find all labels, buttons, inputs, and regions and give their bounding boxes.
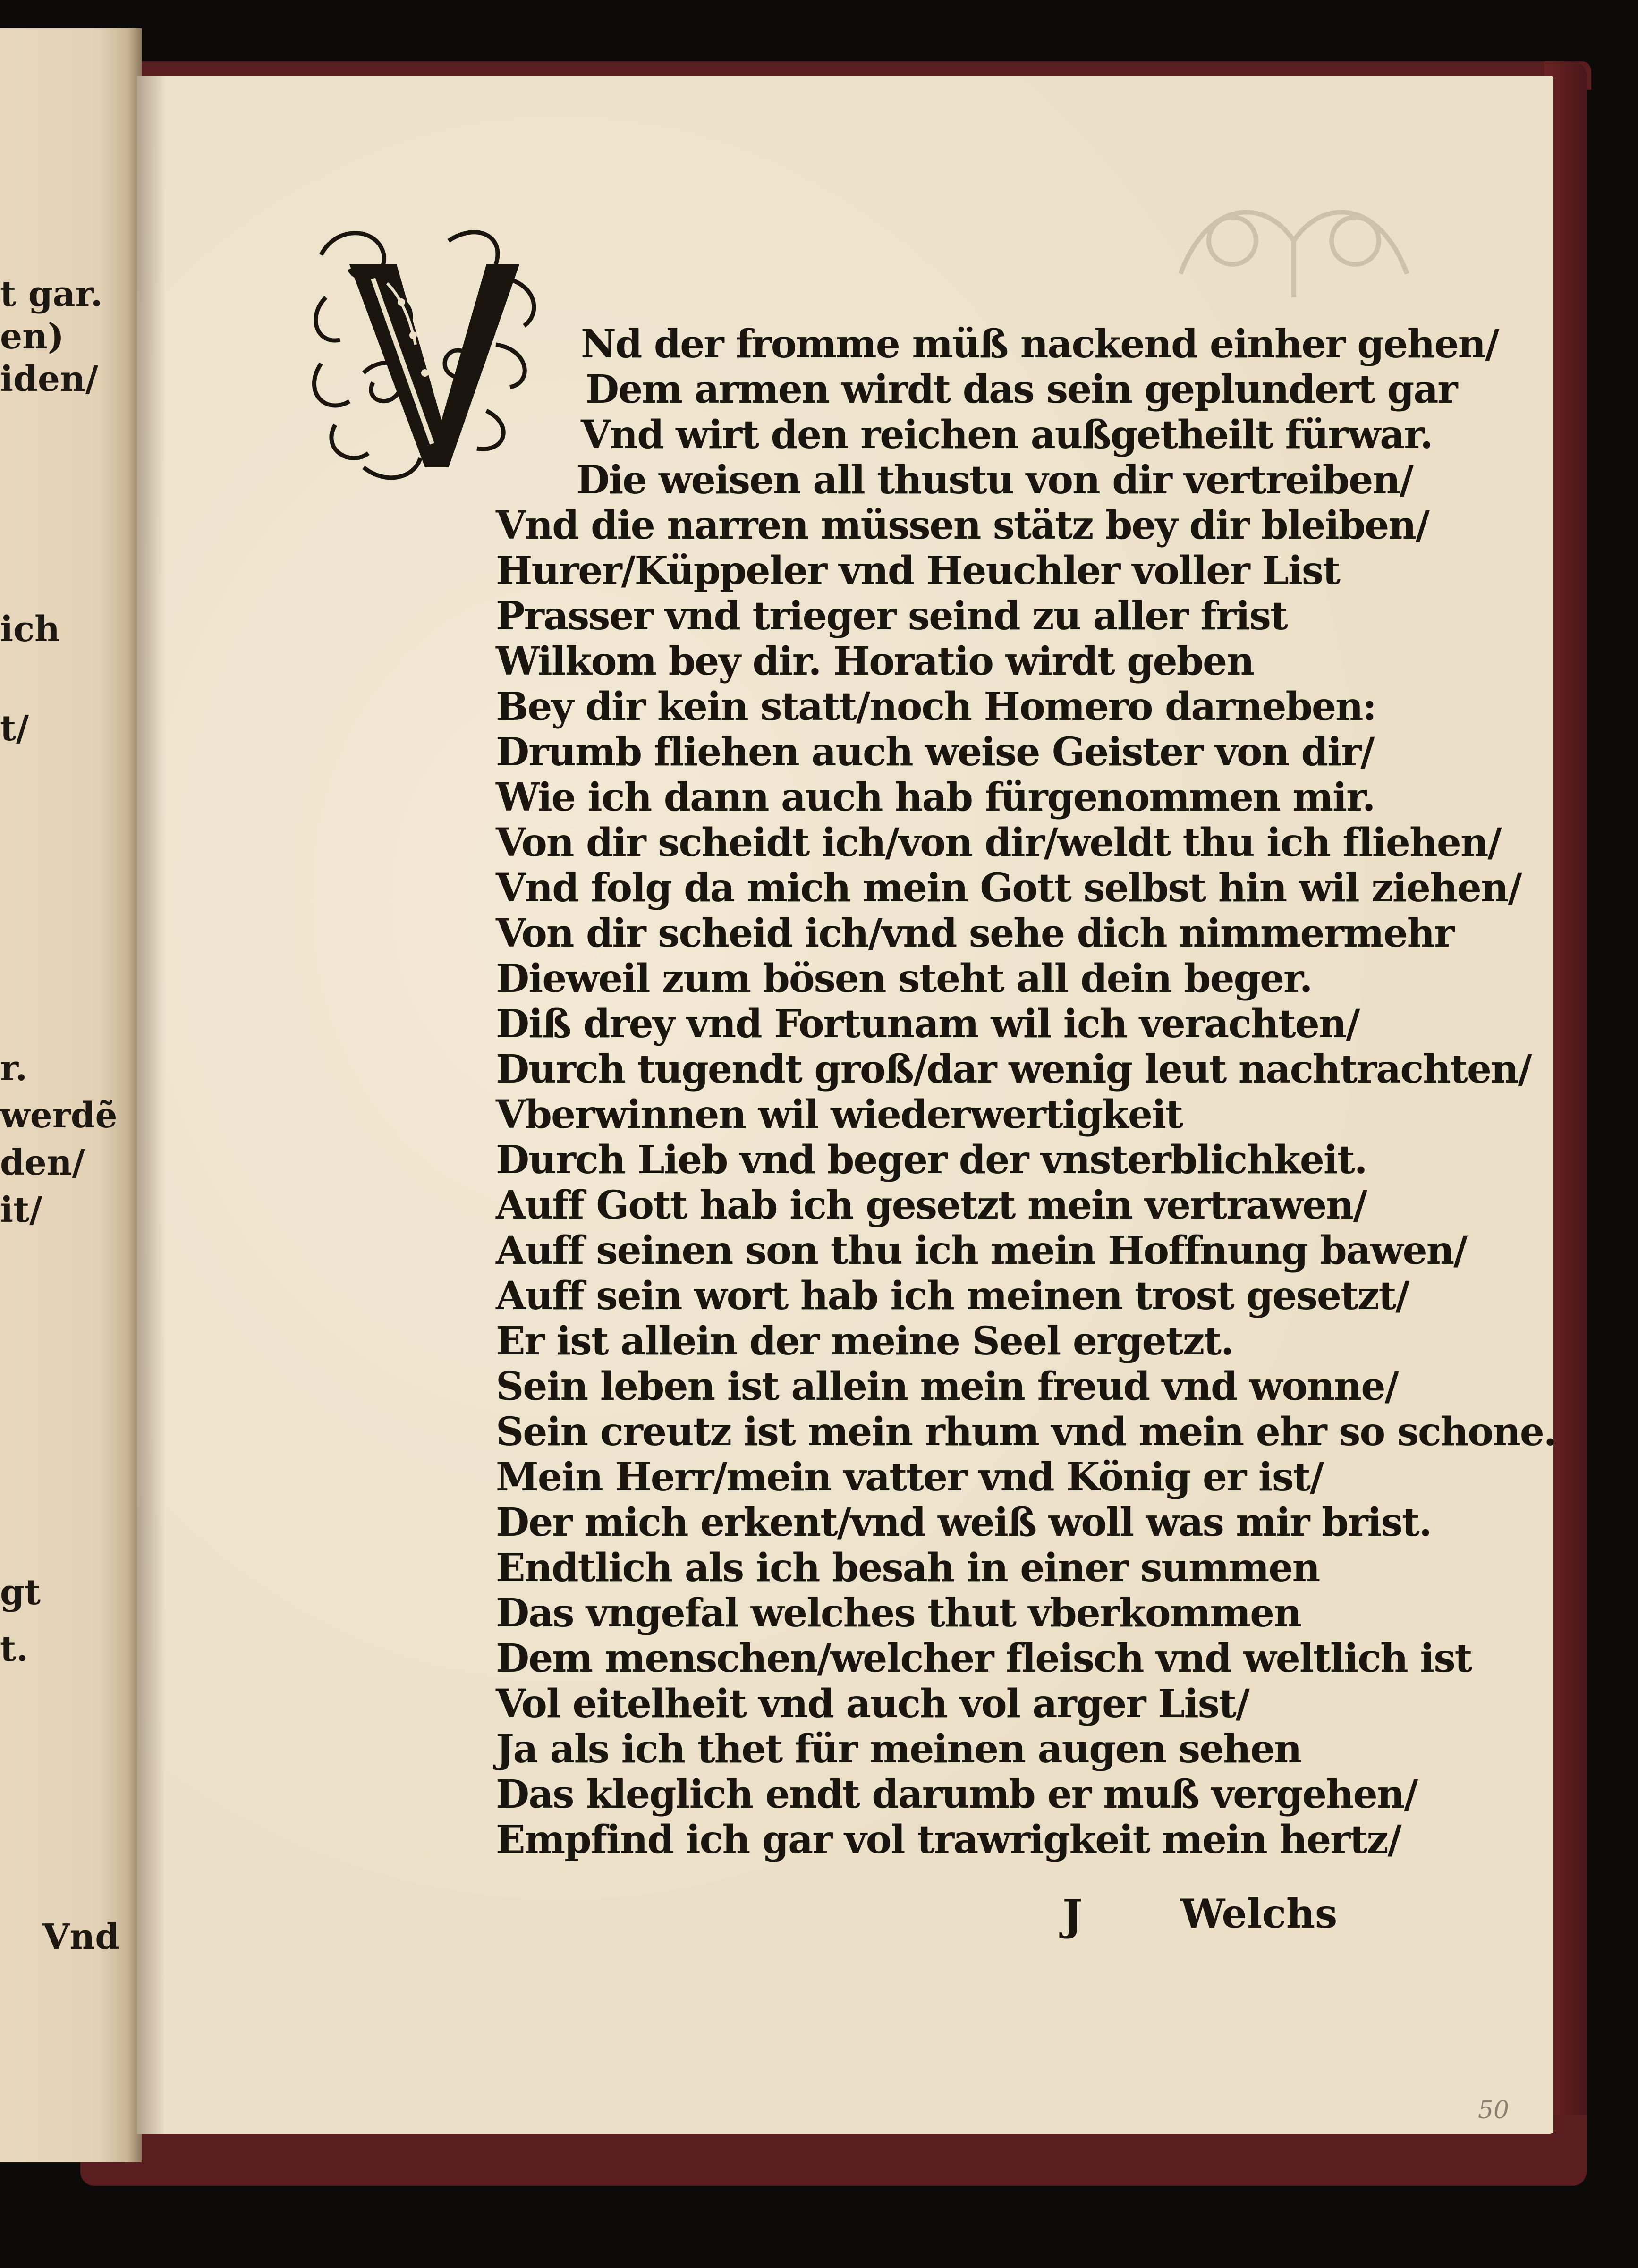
decorated-initial-v [307,222,552,486]
verse-line: Die weisen all thustu von dir vertreiben/ [576,457,1413,503]
verse-line: Von dir scheidt ich/von dir/weldt thu ich fliehen/ [496,820,1501,865]
verse-line: Durch tugendt groß/dar wenig leut nachtrachten/ [496,1047,1531,1092]
verse-line: Dem armen wirdt das sein geplundert gar [586,367,1457,412]
verse-line: Diß drey vnd Fortunam wil ich verachten/ [496,1001,1359,1047]
left-fragment: werdẽ [0,1095,118,1136]
verse-line: Vnd folg da mich mein Gott selbst hin wil ziehen/ [496,865,1521,911]
verse-line: Auff seinen son thu ich mein Hoffnung bawen/ [496,1228,1467,1273]
left-fragment: gt [0,1572,41,1613]
bleed-through-ornament [1171,179,1417,302]
left-fragment: ich [0,609,60,650]
verse-line: Vberwinnen wil wiederwertigkeit [496,1092,1183,1137]
verse-line: Drumb fliehen auch weise Geister von dir/ [496,729,1374,775]
verse-line: Auff Gott hab ich gesetzt mein vertrawen/ [496,1183,1366,1228]
verse-line: Ja als ich thet für meinen augen sehen [496,1726,1301,1772]
verse-line: Sein creutz ist mein rhum vnd mein ehr so schone. [496,1409,1556,1455]
verse-line: Dem menschen/welcher fleisch vnd weltlich ist [496,1636,1472,1681]
verse-line: Sein leben ist allein mein freud vnd wonne/ [496,1364,1398,1409]
verse-line: Vnd die narren müssen stätz bey dir bleiben/ [496,503,1429,548]
verse-line: Wilkom bey dir. Horatio wirdt geben [496,639,1254,684]
left-fragment: t gar. [0,274,103,314]
left-fragment: r. [0,1048,27,1089]
catchword: Welchs [1180,1890,1338,1937]
verse-line: Endtlich als ich besah in einer summen [496,1545,1320,1591]
left-fragment: it/ [0,1190,42,1230]
verse-line: Das kleglich endt darumb er muß vergehen/ [496,1772,1417,1817]
signature-mark: J [1062,1890,1083,1940]
gutter-shadow [137,76,165,2134]
verse-line: Er ist allein der meine Seel ergetzt. [496,1319,1233,1364]
verse-line: Von dir scheid ich/vnd sehe dich nimmermehr [496,911,1454,956]
left-fragment: en) [0,316,64,357]
left-fragment: Vnd [42,1917,119,1957]
left-fragment: t. [0,1629,28,1669]
verse-line: Vnd wirt den reichen außgetheilt fürwar. [581,412,1433,457]
left-facing-page [0,28,142,2162]
verse-line: Dieweil zum bösen steht all dein beger. [496,956,1312,1001]
verse-line: Vol eitelheit vnd auch vol arger List/ [496,1681,1249,1726]
verse-line: Der mich erkent/vnd weiß woll was mir brist. [496,1500,1432,1545]
verse-line: Empfind ich gar vol trawrigkeit mein hertz/ [496,1817,1401,1862]
verse-line: Hurer/Küppeler vnd Heuchler voller List [496,548,1340,593]
verse-line: Auff sein wort hab ich meinen trost gesetzt/ [496,1273,1409,1319]
verse-line: Mein Herr/mein vatter vnd König er ist/ [496,1455,1323,1500]
verse-line: Durch Lieb vnd beger der vnsterblichkeit. [496,1137,1367,1183]
verse-line: Prasser vnd trieger seind zu aller frist [496,593,1287,639]
verse-line: Bey dir kein statt/noch Homero darneben: [496,684,1376,729]
left-fragment: t/ [0,708,29,749]
verse-line: Das vngefal welches thut vberkommen [496,1591,1301,1636]
left-fragment: iden/ [0,359,98,399]
folio-note: 50 [1478,2096,1510,2124]
verse-line: Wie ich dann auch hab fürgenommen mir. [496,775,1375,820]
verse-line: Nd der fromme müß nackend einher gehen/ [581,322,1499,367]
left-fragment: den/ [0,1142,85,1183]
